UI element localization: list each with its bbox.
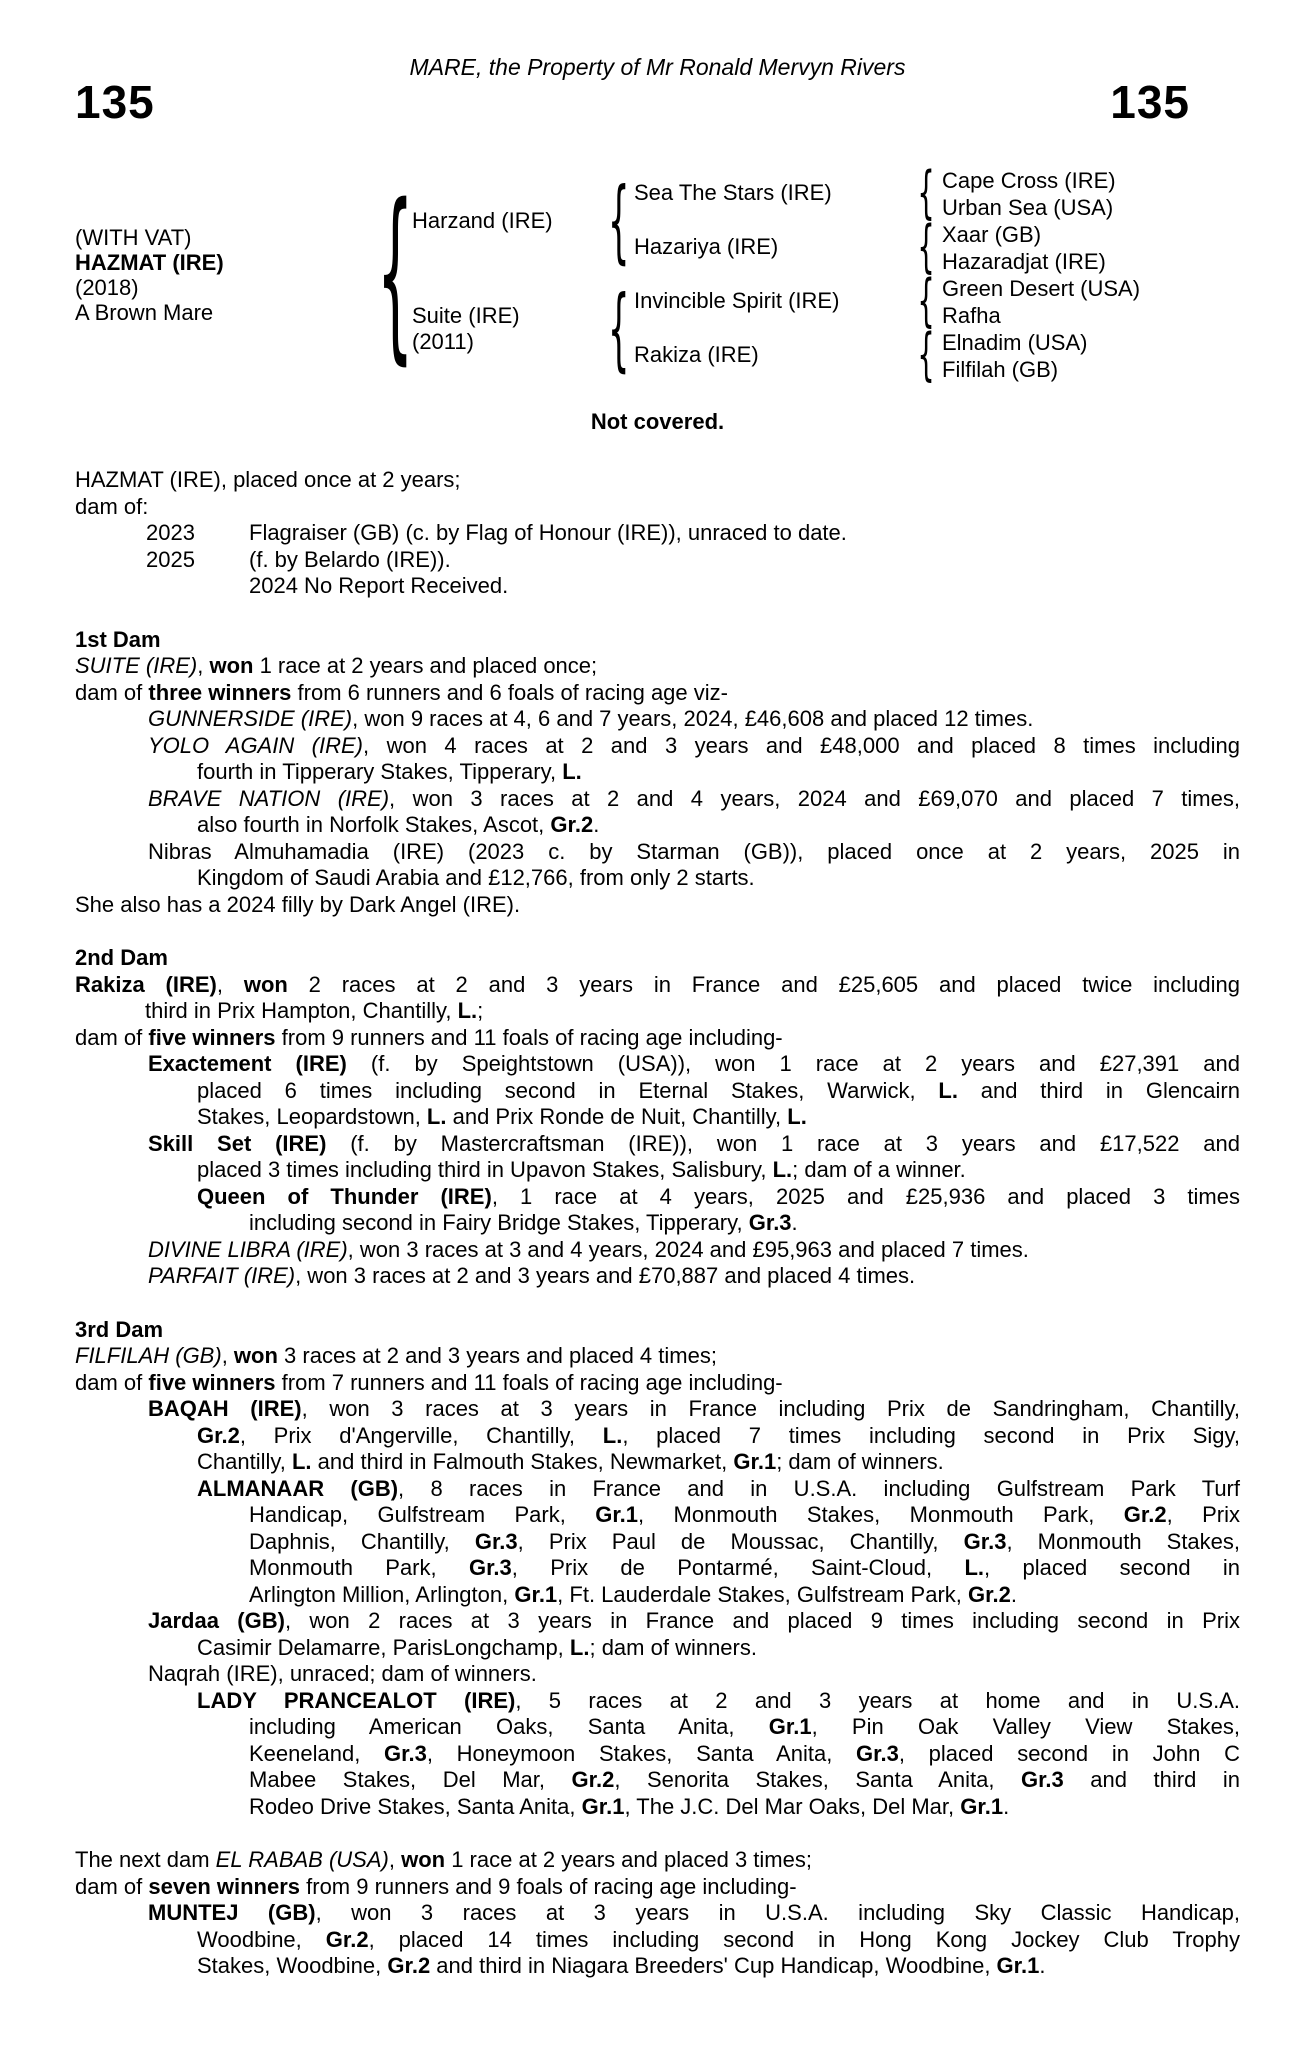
text-segment: fourth in Tipperary Stakes, Tipperary, [197, 759, 563, 784]
text-segment: ALMANAAR (GB) [197, 1475, 399, 1501]
text-segment: , won 3 races at 2 and 3 years and £70,887 and placed 4 times. [295, 1263, 916, 1288]
text-segment: won [209, 653, 254, 678]
text-segment: L. [787, 1104, 807, 1129]
text-line [148, 1131, 1240, 1158]
lot-number-right: 135 [1110, 75, 1190, 128]
text-segment: 1 race at 2 years and placed once; [253, 653, 598, 678]
text-line [249, 1582, 1240, 1609]
text-segment: ; [477, 998, 484, 1023]
foal-year: (2018) [75, 274, 139, 300]
text-line [197, 1157, 1240, 1184]
sire-cell [412, 208, 604, 234]
text-line [148, 706, 1240, 733]
text-segment: Monmouth Park, [249, 1555, 469, 1580]
text-segment: (f. by Mastercraftsman (IRE)), won 1 race at 3 years and £17,522 and [326, 1130, 1240, 1156]
text-segment: She also has a 2024 filly by Dark Angel (IRE). [75, 891, 521, 917]
text-segment: , placed 14 times including second in Hong Kong Jockey Club Trophy [368, 1926, 1240, 1952]
entry-brave-nation [75, 786, 1240, 839]
dam1-summary [75, 680, 1240, 707]
text-line [148, 1608, 1240, 1635]
produce-intro-line: HAZMAT (IRE), placed once at 2 years; [75, 467, 461, 492]
text-segment: and third in Niagara Breeders' Cup Handicap, Woodbine, [430, 1953, 997, 1978]
next-dam-summary [75, 1874, 1240, 1901]
text-segment: GUNNERSIDE (IRE) [148, 706, 353, 731]
produce-intro-line: dam of: [75, 493, 149, 519]
dam1-note [75, 892, 1240, 919]
dam-heading: 3rd Dam [75, 1316, 164, 1342]
text-segment: Gr.1 [595, 1502, 639, 1527]
text-segment: , won 3 races at 2 and 4 years, 2024 and £69,070 and placed 7 times, [389, 785, 1240, 811]
text-segment: including American Oaks, Santa Anita, [249, 1714, 769, 1739]
text-segment: from 6 runners and 6 foals of racing age viz- [291, 679, 728, 705]
dam-heading: 2nd Dam [75, 945, 168, 970]
text-segment: . [593, 812, 600, 837]
produce-record [75, 573, 1240, 600]
text-segment: , Monmouth Stakes, [1006, 1528, 1241, 1554]
text-segment: LADY PRANCEALOT (IRE) [197, 1687, 516, 1713]
text-segment: L. [602, 1422, 623, 1448]
grandparent-name: Sea The Stars (IRE) [634, 180, 832, 206]
dam-brace-icon [604, 275, 634, 383]
text-line [75, 1370, 1240, 1397]
text-segment: Gr.2 [325, 1926, 369, 1952]
text-segment: also fourth in Norfolk Stakes, Ascot, [197, 812, 551, 837]
text-segment: EL RABAB (USA) [215, 1847, 389, 1872]
text-line [197, 812, 1240, 839]
text-segment: dam of [75, 1369, 149, 1395]
vat-note: (WITH VAT) [75, 224, 192, 250]
text-line [75, 1025, 1240, 1052]
text-segment: L. [964, 1555, 985, 1580]
text-segment: Gr.1 [960, 1793, 1004, 1819]
entry-parfait [75, 1263, 1240, 1290]
text-segment: won [243, 971, 288, 997]
text-segment: , won 3 races at 3 years in U.S.A. including Sky Classic Handicap, [315, 1900, 1241, 1925]
text-segment: Exactement (IRE) [148, 1051, 347, 1076]
catalog-body [75, 467, 1240, 1980]
text-segment: Gr.1 [581, 1793, 625, 1819]
text-segment: ; dam of winners. [776, 1449, 944, 1474]
text-line [148, 786, 1240, 813]
text-segment: dam of [75, 679, 149, 705]
text-segment: . [1003, 1793, 1010, 1819]
text-segment: Gr.3 [384, 1740, 427, 1766]
text-segment: , placed 7 times including second in Prix Sigy, [622, 1422, 1240, 1448]
text-segment: L. [562, 759, 582, 784]
text-segment: Woodbine, [197, 1926, 326, 1952]
text-line [249, 1529, 1240, 1556]
entry-naqrah [75, 1661, 1240, 1688]
text-segment: dam of [75, 1873, 149, 1899]
text-line [249, 1767, 1240, 1794]
text-segment: YOLO AGAIN (IRE) [148, 732, 364, 758]
text-line [197, 1688, 1240, 1715]
text-segment: Casimir Delamarre, ParisLongchamp, [197, 1634, 570, 1660]
great-grandparent-name: Hazaradjat (IRE) [942, 248, 1106, 274]
text-segment: SUITE (IRE) [75, 653, 198, 678]
produce-text: 2024 No Report Received. [249, 573, 509, 598]
text-line [197, 1184, 1240, 1211]
text-line [197, 1927, 1240, 1954]
text-segment: and Prix Ronde de Nuit, Chantilly, [446, 1104, 788, 1129]
text-segment: Gr.3 [474, 1528, 518, 1554]
text-line [75, 1874, 1240, 1901]
color-sex: A Brown Mare [75, 299, 214, 325]
text-segment: Nibras Almuhamadia (IRE) (2023 c. by Starman (GB)), placed once at 2 years, 2025 in [148, 838, 1240, 864]
text-segment: Gr.1 [768, 1714, 812, 1739]
entry-divine-libra [75, 1237, 1240, 1264]
text-segment: Queen of Thunder (IRE) [197, 1183, 492, 1209]
great-grandparent-name: Elnadim (USA) [942, 329, 1088, 355]
text-line [75, 1343, 1240, 1370]
text-segment: Gr.1 [996, 1953, 1040, 1978]
text-segment: third in Prix Hampton, Chantilly, [145, 998, 458, 1023]
main-brace-icon [378, 167, 412, 383]
entry-lady-prancealot [75, 1688, 1240, 1821]
text-line [197, 1078, 1240, 1105]
text-segment: MUNTEJ (GB) [148, 1900, 316, 1925]
produce-year [146, 573, 249, 600]
text-segment: , placed second in John C [898, 1740, 1240, 1766]
text-segment: Gr.2 [571, 1767, 615, 1792]
dam-name: Suite (IRE) [412, 302, 520, 328]
text-segment: , Prix d'Angerville, Chantilly, [239, 1422, 603, 1448]
text-segment: 2 races at 2 and 3 years in France and £25,605 and placed twice including [287, 971, 1240, 997]
dam-heading: 1st Dam [75, 626, 161, 652]
text-segment: , placed second in [984, 1555, 1241, 1580]
text-segment: Gr.2 [197, 1422, 240, 1448]
text-segment: Rakiza (IRE) [75, 971, 217, 997]
text-segment: Skill Set (IRE) [148, 1130, 327, 1156]
text-segment: BAQAH (IRE) [148, 1396, 302, 1421]
text-line [249, 1741, 1240, 1768]
text-segment: Naqrah (IRE), unraced; dam of winners. [148, 1661, 537, 1686]
text-line [249, 1210, 1240, 1237]
great-grandparent-name: Cape Cross (IRE) [942, 167, 1116, 193]
text-segment: , [197, 653, 210, 678]
text-line [148, 1051, 1240, 1078]
produce-text: (f. by Belardo (IRE)). [249, 546, 451, 572]
text-segment: Gr.1 [733, 1449, 777, 1474]
text-line [148, 1396, 1240, 1423]
text-line [249, 1502, 1240, 1529]
text-segment: three winners [148, 679, 292, 705]
text-line [145, 998, 1240, 1025]
great-grandparent-name: Rafha [942, 302, 1001, 328]
grandparent-brace-icon [910, 275, 942, 329]
text-segment: , [216, 971, 244, 997]
text-segment: five winners [148, 1369, 276, 1395]
lot-number-left: 135 [75, 75, 155, 128]
text-line [148, 1661, 1240, 1688]
text-segment: and third in Glencairn [957, 1077, 1240, 1103]
entry-gunnerside [75, 706, 1240, 733]
text-segment: FILFILAH (GB) [75, 1343, 222, 1368]
text-segment: won [401, 1847, 446, 1872]
text-line [249, 1555, 1240, 1582]
entry-jardaa [75, 1608, 1240, 1661]
text-segment: Jardaa (GB) [148, 1608, 285, 1633]
grandparent-brace-icon [910, 167, 942, 221]
covering-status: Not covered. [590, 408, 725, 434]
text-segment: . [1039, 1953, 1046, 1978]
produce-year: 2025 [146, 546, 195, 572]
text-segment: BRAVE NATION (IRE) [148, 785, 390, 811]
text-segment: Gr.2 [1123, 1502, 1167, 1527]
great-grandparent-name: Filfilah (GB) [942, 356, 1059, 382]
text-segment: Stakes, Woodbine, [197, 1953, 388, 1978]
text-segment: Mabee Stakes, Del Mar, [249, 1767, 572, 1792]
text-segment: PARFAIT (IRE) [148, 1263, 296, 1288]
text-segment: , won 4 races at 2 and 3 years and £48,000 and placed 8 times including [363, 732, 1241, 758]
text-segment: Arlington Million, Arlington, [249, 1581, 515, 1607]
page-header-title: MARE, the Property of Mr Ronald Mervyn Rivers [409, 54, 906, 80]
text-segment: from 9 runners and 9 foals of racing age including- [300, 1873, 797, 1899]
text-segment: , Ft. Lauderdale Stakes, Gulfstream Park, [557, 1581, 969, 1607]
text-segment: 1 race at 2 years and placed 3 times; [445, 1847, 812, 1872]
dam3-intro [75, 1343, 1240, 1370]
text-segment: 3 races at 2 and 3 years and placed 4 times; [277, 1343, 717, 1368]
text-line [197, 1449, 1240, 1476]
text-segment: placed 3 times including third in Upavon Stakes, Salisbury, [197, 1157, 773, 1182]
text-segment: , The J.C. Del Mar Oaks, Del Mar, [624, 1793, 961, 1819]
text-segment: (f. by Speightstown (USA)), won 1 race at 2 years and £27,391 and [346, 1051, 1240, 1076]
produce-year: 2023 [146, 520, 195, 545]
text-segment: , 1 race at 4 years, 2025 and £25,936 and placed 3 times [491, 1183, 1240, 1209]
text-segment: five winners [148, 1024, 276, 1050]
text-segment: , won 2 races at 3 years in France and placed 9 times including second in Prix [284, 1608, 1240, 1633]
text-segment: , 8 races in France and in U.S.A. including Gulfstream Park Turf [398, 1475, 1240, 1501]
text-line [75, 680, 1240, 707]
text-segment: L. [291, 1449, 312, 1474]
text-segment: , Prix [1166, 1502, 1240, 1527]
sire-name: Harzand (IRE) [412, 207, 553, 233]
dam2-summary [75, 1025, 1240, 1052]
produce-text: Flagraiser (GB) (c. by Flag of Honour (IRE)), unraced to date. [249, 520, 847, 545]
text-segment: , won 3 races at 3 years in France including Prix de Sandringham, Chantilly, [301, 1396, 1240, 1421]
horse-name: HAZMAT (IRE) [75, 249, 224, 275]
text-segment: L. [938, 1077, 958, 1103]
text-segment: , Pin Oak Valley View Stakes, [811, 1714, 1240, 1739]
grandparent-brace-icon [910, 221, 942, 275]
entry-yolo-again [75, 733, 1240, 786]
text-segment: , won 3 races at 3 and 4 years, 2024 and £95,963 and placed 7 times. [347, 1236, 1029, 1262]
text-line [197, 1423, 1240, 1450]
text-segment: Gr.3 [748, 1210, 792, 1235]
text-segment: , 5 races at 2 and 3 years at home and in U.S.A. [515, 1687, 1240, 1713]
text-segment: L. [457, 998, 478, 1023]
text-segment: Gr.3 [963, 1528, 1007, 1554]
great-grandparent-name: Xaar (GB) [942, 221, 1042, 247]
text-segment: placed 6 times including second in Eternal Stakes, Warwick, [197, 1077, 939, 1103]
text-line [197, 1104, 1240, 1131]
text-line [75, 892, 1240, 919]
text-segment: , Honeymoon Stakes, Santa Anita, [426, 1740, 857, 1766]
text-segment: . [1010, 1581, 1017, 1607]
text-segment: DIVINE LIBRA (IRE) [148, 1236, 348, 1262]
text-segment: ; dam of a winner. [792, 1157, 966, 1182]
great-grandparent-name: Urban Sea (USA) [942, 194, 1114, 220]
text-segment: Stakes, Leopardstown, [197, 1104, 427, 1129]
text-line [148, 839, 1240, 866]
text-segment: Gr.3 [856, 1740, 899, 1766]
text-segment: and third in Falmouth Stakes, Newmarket, [311, 1449, 734, 1474]
text-segment: dam of [75, 1024, 149, 1050]
next-dam-intro [75, 1847, 1240, 1874]
text-line [75, 1847, 1240, 1874]
grandparent-name: Rakiza (IRE) [634, 342, 759, 368]
text-line [148, 1900, 1240, 1927]
text-segment: from 9 runners and 11 foals of racing age including- [275, 1024, 783, 1050]
text-line [148, 1263, 1240, 1290]
text-segment: Keeneland, [249, 1740, 385, 1766]
text-line [75, 653, 1240, 680]
entry-nibras-almuhamadia [75, 839, 1240, 892]
pedigree-table [75, 167, 1240, 383]
text-line [197, 1635, 1240, 1662]
text-line [197, 1476, 1240, 1503]
text-segment: . [791, 1210, 798, 1235]
text-segment: Chantilly, [197, 1449, 292, 1474]
text-segment: Daphnis, Chantilly, [249, 1528, 475, 1554]
great-grandparent-name: Green Desert (USA) [942, 275, 1141, 301]
text-segment: , Monmouth Stakes, Monmouth Park, [638, 1502, 1124, 1527]
text-segment: including second in Fairy Bridge Stakes, Tipperary, [249, 1210, 749, 1235]
text-segment: , Prix de Pontarmé, Saint-Cloud, [511, 1555, 965, 1580]
dam1-intro [75, 653, 1240, 680]
text-segment: Kingdom of Saudi Arabia and £12,766, from only 2 starts. [197, 865, 755, 890]
entry-skill-set [75, 1131, 1240, 1184]
text-line [75, 972, 1240, 999]
text-line [197, 759, 1240, 786]
entry-exactement [75, 1051, 1240, 1131]
grandparent-name: Invincible Spirit (IRE) [634, 288, 840, 314]
dam3-summary [75, 1370, 1240, 1397]
text-segment: , [221, 1343, 234, 1368]
text-line [249, 1714, 1240, 1741]
text-segment: won [233, 1343, 278, 1368]
text-segment: The next dam [75, 1847, 216, 1872]
text-segment: Gr.2 [387, 1953, 431, 1978]
text-segment: seven winners [148, 1873, 301, 1899]
produce-record [75, 520, 1240, 547]
text-segment: Gr.2 [968, 1581, 1011, 1607]
text-segment: , [388, 1847, 402, 1872]
sire-brace-icon [604, 167, 634, 275]
text-line [148, 1237, 1240, 1264]
text-segment: ; dam of winners. [589, 1634, 757, 1660]
produce-record [75, 547, 1240, 574]
dam-cell [412, 303, 604, 355]
text-line [148, 733, 1240, 760]
text-segment: Gr.3 [1020, 1767, 1064, 1792]
text-segment: L. [569, 1634, 590, 1660]
text-segment: , Senorita Stakes, Santa Anita, [614, 1767, 1021, 1792]
text-segment: from 7 runners and 11 foals of racing age including- [275, 1369, 783, 1395]
text-segment: Gr.3 [468, 1555, 512, 1580]
text-segment: Gr.1 [514, 1581, 558, 1607]
text-line [197, 865, 1240, 892]
text-segment: Gr.2 [550, 812, 594, 837]
text-segment: , won 9 races at 4, 6 and 7 years, 2024, £46,608 and placed 12 times. [352, 706, 1034, 731]
text-segment: , Prix Paul de Moussac, Chantilly, [517, 1528, 964, 1554]
text-segment: Handicap, Gulfstream Park, [249, 1502, 596, 1527]
entry-baqah [75, 1396, 1240, 1476]
grandparent-name: Hazariya (IRE) [634, 234, 779, 260]
entry-almanaar [75, 1476, 1240, 1609]
dam-foal-year: (2011) [412, 328, 474, 354]
text-line [249, 1794, 1240, 1821]
text-segment: and third in [1063, 1767, 1240, 1792]
entry-queen-of-thunder [75, 1184, 1240, 1237]
subject-info [75, 225, 378, 325]
text-segment: L. [426, 1104, 447, 1129]
grandparent-brace-icon [910, 329, 942, 383]
text-segment: Rodeo Drive Stakes, Santa Anita, [249, 1793, 582, 1819]
text-segment: L. [772, 1157, 793, 1182]
entry-muntej [75, 1900, 1240, 1980]
lot-number-row [75, 77, 1240, 127]
text-line [197, 1953, 1240, 1980]
dam2-intro [75, 972, 1240, 1025]
